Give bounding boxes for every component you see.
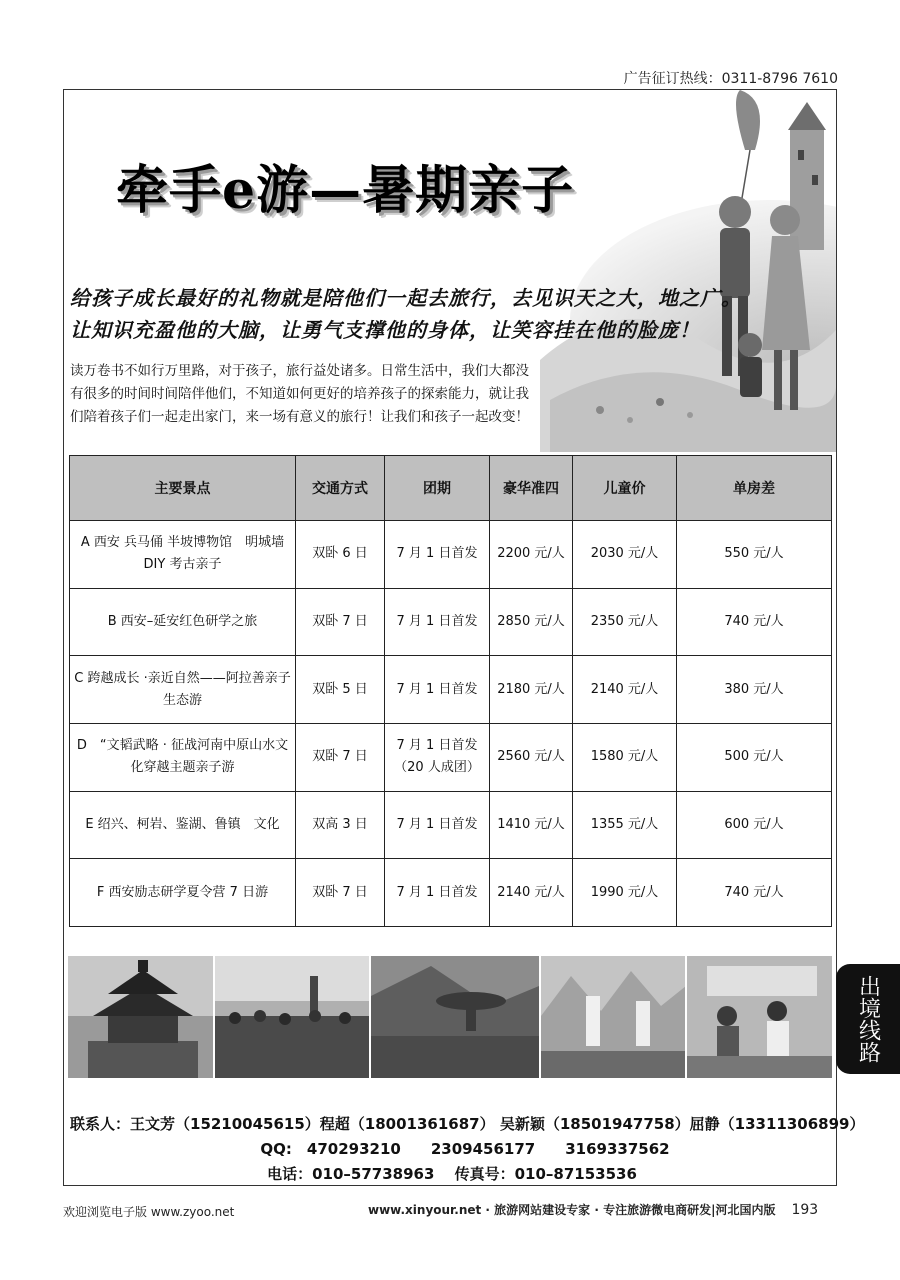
- route-child-price: 1990 元/人: [573, 859, 677, 927]
- header-departure: 团期: [385, 456, 490, 521]
- route-transport: 双卧 7 日: [296, 588, 385, 656]
- route-child-price: 2030 元/人: [573, 521, 677, 589]
- header-deluxe-price: 豪华准四: [490, 456, 573, 521]
- header-single-supplement: 单房差: [677, 456, 832, 521]
- route-child-price: 1355 元/人: [573, 791, 677, 859]
- table-row: [70, 723, 832, 791]
- intro-paragraph: 读万卷书不如行万里路，对于孩子，旅行益处诸多。日常生活中，我们大都没有很多的时间时间陪伴他们，不知道如何更好的培养孩子的探索能力，就让我们陪着孩子们一起走出家门，来一场有意义的旅行！让我们和孩子一起改变！: [70, 363, 529, 425]
- contact-persons: 联系人：王文芳（15210045615）程超（18001361687） 吴新颖（18501947758）屈静（13311306899）: [70, 1115, 865, 1133]
- route-single-supplement: 550 元/人: [677, 521, 832, 589]
- table-row: [70, 859, 832, 927]
- route-deluxe-price: 1410 元/人: [490, 791, 573, 859]
- route-name: F 西安励志研学夏令营 7 日游: [70, 859, 296, 927]
- route-single-supplement: 500 元/人: [677, 723, 832, 791]
- table-row: [70, 521, 832, 589]
- route-deluxe-price: 2560 元/人: [490, 723, 573, 791]
- photo-strip: [68, 956, 832, 1078]
- contact-block: [70, 1112, 865, 1187]
- route-departure: 7 月 1 日首发: [385, 656, 490, 724]
- martial-arts-photo: [541, 956, 686, 1078]
- contact-phone-fax: 电话：010–57738963 传真号：010–87153536: [267, 1165, 637, 1183]
- route-deluxe-price: 2200 元/人: [490, 521, 573, 589]
- header-child-price: 儿童价: [573, 456, 677, 521]
- slogan-line-1: 给孩子成长最好的礼物就是陪他们一起去旅行，去见识天之大，地之广。: [70, 286, 742, 310]
- route-deluxe-price: 2180 元/人: [490, 656, 573, 724]
- route-single-supplement: 380 元/人: [677, 656, 832, 724]
- header-transport: 交通方式: [296, 456, 385, 521]
- bell-tower-photo: [68, 956, 213, 1078]
- table-row: [70, 791, 832, 859]
- route-departure: 7 月 1 日首发（20 人成团）: [385, 723, 490, 791]
- route-departure: 7 月 1 日首发: [385, 521, 490, 589]
- footer-ebook-link[interactable]: 欢迎浏览电子版 www.zyoo.net: [63, 1205, 235, 1219]
- footer-right: [368, 1201, 818, 1218]
- family-illustration: [540, 90, 836, 452]
- route-deluxe-price: 2850 元/人: [490, 588, 573, 656]
- route-transport: 双高 3 日: [296, 791, 385, 859]
- table-row: [70, 588, 832, 656]
- route-single-supplement: 740 元/人: [677, 588, 832, 656]
- route-single-supplement: 600 元/人: [677, 791, 832, 859]
- route-child-price: 1580 元/人: [573, 723, 677, 791]
- route-transport: 双卧 7 日: [296, 723, 385, 791]
- route-name: E 绍兴、柯岩、鉴湖、鲁镇 文化: [70, 791, 296, 859]
- route-transport: 双卧 5 日: [296, 656, 385, 724]
- route-name: B 西安–延安红色研学之旅: [70, 588, 296, 656]
- table-row: [70, 656, 832, 724]
- page-headline: 牵手e游—暑期亲子: [116, 160, 575, 221]
- slogan-line-2: 让知识充盈他的大脑，让勇气支撑他的身体，让笑容挂在他的脸庞！: [70, 318, 700, 342]
- tour-routes-table: [69, 455, 832, 927]
- contact-qq: QQ: 470293210 2309456177 3169337562: [260, 1140, 670, 1158]
- route-child-price: 2350 元/人: [573, 588, 677, 656]
- route-child-price: 2140 元/人: [573, 656, 677, 724]
- route-name: D “文韬武略 · 征战河南中原山水文化穿越主题亲子游: [70, 723, 296, 791]
- route-transport: 双卧 7 日: [296, 859, 385, 927]
- classroom-photo: [687, 956, 832, 1078]
- route-transport: 双卧 6 日: [296, 521, 385, 589]
- route-single-supplement: 740 元/人: [677, 859, 832, 927]
- desert-group-photo: [371, 956, 539, 1078]
- header-attractions: 主要景点: [70, 456, 296, 521]
- route-departure: 7 月 1 日首发: [385, 859, 490, 927]
- route-deluxe-price: 2140 元/人: [490, 859, 573, 927]
- route-departure: 7 月 1 日首发: [385, 588, 490, 656]
- page-number: 193: [791, 1202, 819, 1218]
- route-name: C 跨越成长 ·亲近自然——阿拉善亲子生态游: [70, 656, 296, 724]
- footer-site-tagline[interactable]: www.xinyour.net · 旅游网站建设专家 · 专注旅游微电商研发|河北国内版: [368, 1203, 776, 1217]
- route-departure: 7 月 1 日首发: [385, 791, 490, 859]
- route-name: A 西安 兵马俑 半坡博物馆 明城墙 DIY 考古亲子: [70, 521, 296, 589]
- section-tab[interactable]: 出境线路: [836, 964, 900, 1074]
- ad-hotline: 广告征订热线：0311-8796 7610: [623, 71, 838, 87]
- table-header-row: [70, 456, 832, 521]
- group-tour-photo: [215, 956, 370, 1078]
